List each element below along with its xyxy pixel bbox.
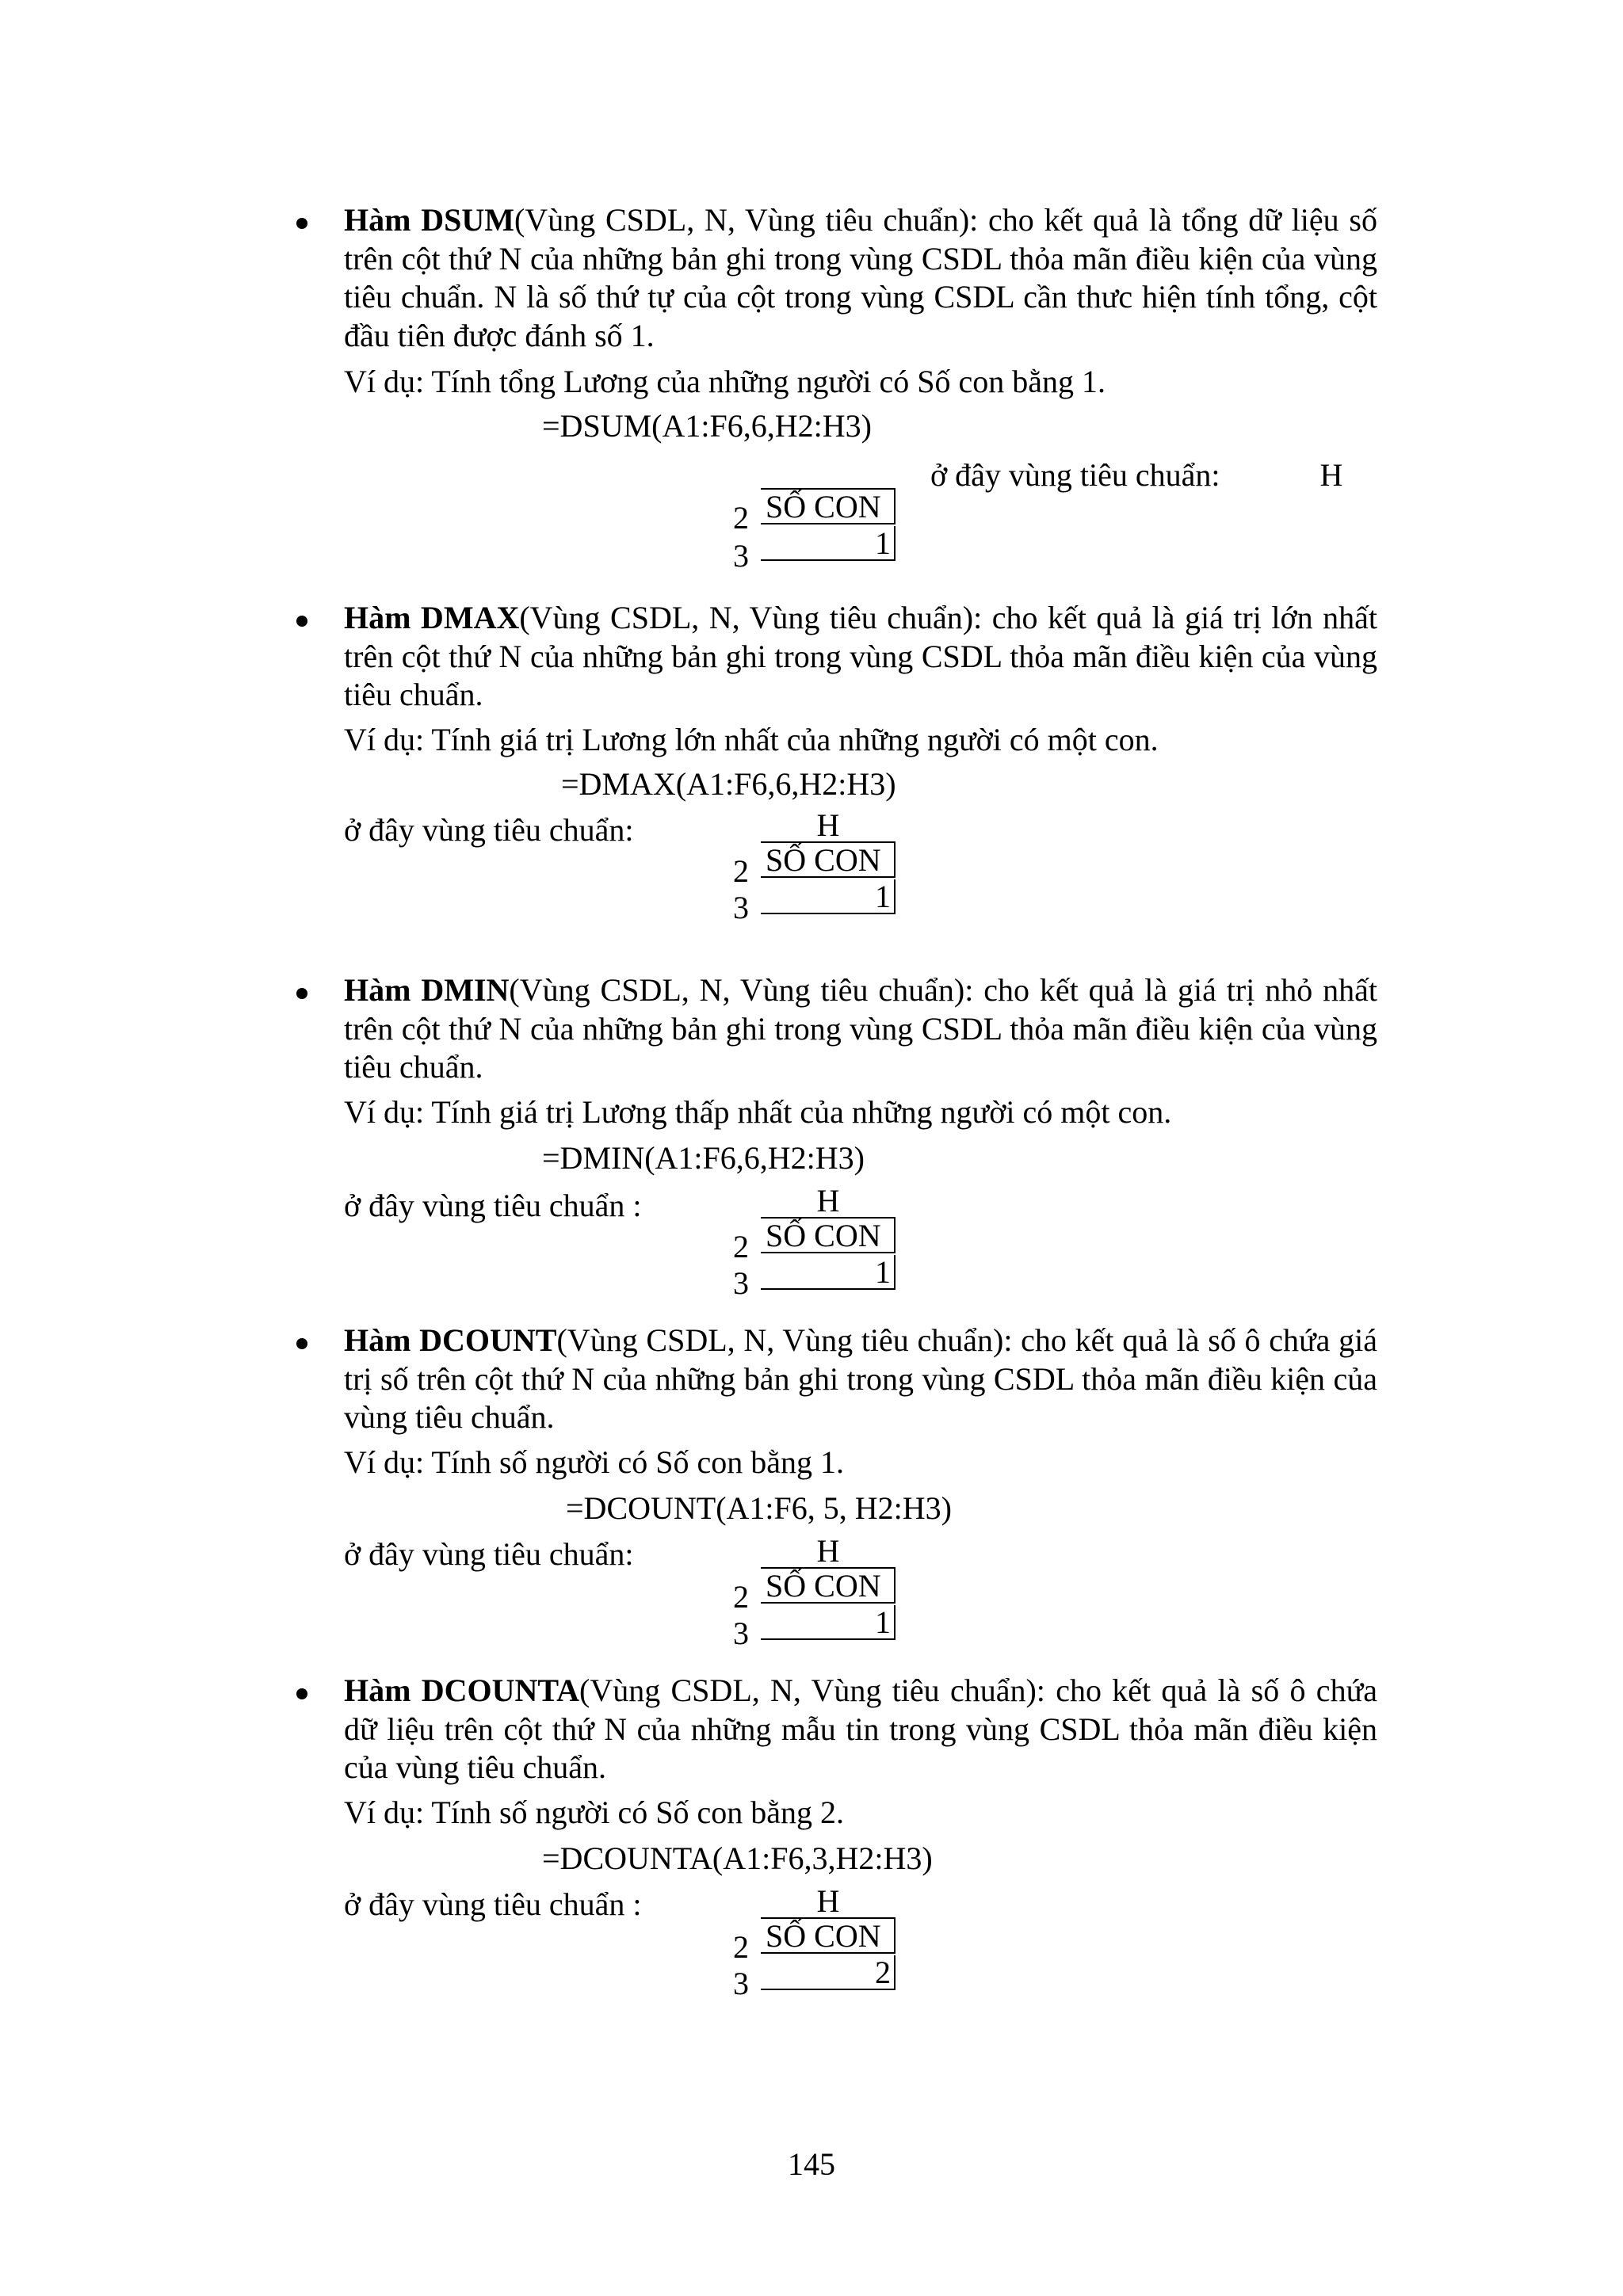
bullet-icon bbox=[296, 1338, 307, 1349]
row-number: 3 bbox=[733, 1615, 749, 1651]
criteria-value-cell: 1 bbox=[761, 879, 896, 914]
row-number: 2 bbox=[733, 1929, 749, 1965]
function-name: Hàm DMAX bbox=[344, 600, 520, 635]
criteria-caption: ở đây vùng tiêu chuẩn : bbox=[344, 1188, 642, 1223]
function-name: Hàm DCOUNTA bbox=[344, 1672, 579, 1708]
formula: =DCOUNT(A1:F6, 5, H2:H3) bbox=[566, 1490, 952, 1526]
criteria-column-letter: H bbox=[816, 807, 840, 843]
criteria-value-cell: 1 bbox=[761, 1255, 896, 1290]
row-number: 3 bbox=[733, 1966, 749, 2001]
criteria-header-cell: SỐ CON bbox=[761, 843, 896, 878]
function-description bbox=[344, 201, 1377, 355]
row-number: 2 bbox=[733, 1579, 749, 1615]
function-description-text: (Vùng CSDL, N, Vùng tiêu chuẩn): cho kết quả là giá trị nhỏ nhất trên cột thứ N của những bản ghi trong vùng CSDL thỏa mãn điều kiện của vùng tiêu chuẩn. bbox=[344, 972, 1377, 1085]
criteria-range bbox=[689, 808, 896, 943]
example-text: Ví dụ: Tính tổng Lương của những người có Số con bằng 1. bbox=[344, 364, 1106, 399]
criteria-caption: ở đây vùng tiêu chuẩn : bbox=[344, 1886, 642, 1922]
function-name: Hàm DCOUNT bbox=[344, 1322, 557, 1358]
criteria-range bbox=[689, 1534, 896, 1669]
formula: =DMAX(A1:F6,6,H2:H3) bbox=[561, 766, 896, 802]
criteria-value-cell: 1 bbox=[761, 1605, 896, 1640]
criteria-range bbox=[689, 1184, 896, 1318]
page-number: 145 bbox=[788, 2146, 835, 2182]
example-text: Ví dụ: Tính số người có Số con bằng 2. bbox=[344, 1794, 844, 1830]
example-text: Ví dụ: Tính số người có Số con bằng 1. bbox=[344, 1444, 844, 1480]
function-description bbox=[344, 599, 1377, 715]
criteria-column-letter: H bbox=[1319, 457, 1343, 493]
row-number: 3 bbox=[733, 890, 749, 925]
criteria-caption: ở đây vùng tiêu chuẩn: bbox=[344, 1536, 634, 1572]
criteria-header-cell: SỐ CON bbox=[761, 1919, 896, 1954]
criteria-header-cell: SỐ CON bbox=[761, 1219, 896, 1253]
example-text: Ví dụ: Tính giá trị Lương thấp nhất của những người có một con. bbox=[344, 1094, 1172, 1130]
formula: =DSUM(A1:F6,6,H2:H3) bbox=[542, 408, 872, 444]
criteria-caption: ở đây vùng tiêu chuẩn: bbox=[344, 812, 634, 848]
row-number: 3 bbox=[733, 1265, 749, 1301]
row-number: 3 bbox=[733, 538, 749, 574]
function-description bbox=[344, 971, 1377, 1087]
row-number: 2 bbox=[733, 500, 749, 536]
criteria-header-cell: SỐ CON bbox=[761, 1569, 896, 1604]
formula: =DCOUNTA(A1:F6,3,H2:H3) bbox=[542, 1840, 933, 1876]
function-description bbox=[344, 1322, 1377, 1437]
bullet-icon bbox=[296, 988, 307, 999]
function-description-text: (Vùng CSDL, N, Vùng tiêu chuẩn): cho kết quả là tổng dữ liệu số trên cột thứ N của những bản ghi trong vùng CSDL thỏa mãn điều kiện của vùng tiêu chuẩn. N là số thứ tự của cột trong vùng CSDL cần thưc hiện tính tổng, cột đầu tiên được đánh số 1. bbox=[344, 202, 1377, 353]
row-number: 2 bbox=[733, 853, 749, 889]
formula: =DMIN(A1:F6,6,H2:H3) bbox=[542, 1140, 865, 1176]
function-name: Hàm DMIN bbox=[344, 972, 510, 1008]
bullet-icon bbox=[296, 1688, 307, 1699]
function-description-text: (Vùng CSDL, N, Vùng tiêu chuẩn): cho kết quả là giá trị lớn nhất trên cột thứ N của những bản ghi trong vùng CSDL thỏa mãn điều kiện của vùng tiêu chuẩn. bbox=[344, 600, 1377, 712]
row-number: 2 bbox=[733, 1229, 749, 1264]
criteria-column-letter: H bbox=[816, 1183, 840, 1219]
function-description bbox=[344, 1672, 1377, 1787]
bullet-icon bbox=[296, 616, 307, 627]
criteria-column-letter: H bbox=[816, 1533, 840, 1569]
criteria-caption: ở đây vùng tiêu chuẩn: bbox=[930, 457, 1220, 493]
function-description-text: (Vùng CSDL, N, Vùng tiêu chuẩn): cho kết quả là số ô chứa dữ liệu trên cột thứ N của những mẫu tin trong vùng CSDL thỏa mãn điều kiện của vùng tiêu chuẩn. bbox=[344, 1672, 1377, 1785]
function-description-text: (Vùng CSDL, N, Vùng tiêu chuẩn): cho kết quả là số ô chứa giá trị số trên cột thứ N của những bản ghi trong vùng CSDL thỏa mãn điều kiện của vùng tiêu chuẩn. bbox=[344, 1322, 1377, 1435]
example-text: Ví dụ: Tính giá trị Lương lớn nhất của những người có một con. bbox=[344, 722, 1159, 757]
criteria-column-letter: H bbox=[816, 1883, 840, 1919]
criteria-value-cell: 1 bbox=[761, 526, 896, 561]
criteria-value-cell: 2 bbox=[761, 1955, 896, 1990]
criteria-range bbox=[689, 1884, 896, 2019]
function-name: Hàm DSUM bbox=[344, 202, 514, 238]
bullet-icon bbox=[296, 218, 307, 229]
criteria-header-cell: SỐ CON bbox=[761, 490, 896, 524]
